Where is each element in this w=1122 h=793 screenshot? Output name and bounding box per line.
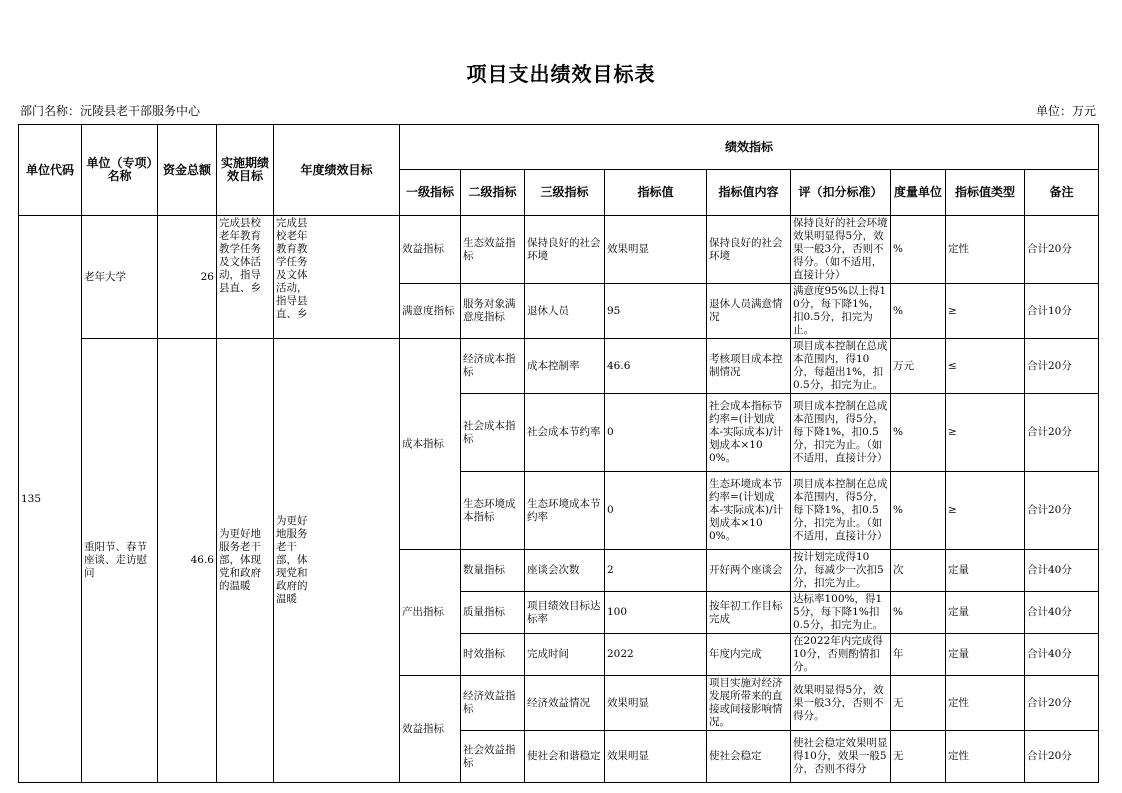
level2-cell: 经济成本指标 — [461, 339, 525, 394]
level2-cell: 质量指标 — [461, 592, 525, 634]
header-measure-unit: 度量单位 — [891, 170, 946, 216]
value-cell: 95 — [605, 284, 707, 339]
value-content-cell: 使社会稳定 — [707, 731, 791, 783]
value-cell: 0 — [605, 394, 707, 472]
value-cell: 效果明显 — [605, 216, 707, 284]
level3-cell: 完成时间 — [525, 634, 605, 676]
scoring-cell: 项目成本控制在总成本范围内，得5分，每下降1%，扣0.5分，扣完为止。（如不适用，直接计分） — [791, 472, 891, 550]
header-value-type: 指标值类型 — [946, 170, 1025, 216]
department-name: 部门名称：沅陵县老干部服务中心 — [20, 104, 201, 118]
remark-cell: 合计20分 — [1025, 339, 1099, 394]
project-name: 重阳节、春节座谈、走访慰问 — [82, 339, 158, 783]
level3-cell: 座谈会次数 — [525, 550, 605, 592]
header-remark: 备注 — [1025, 170, 1099, 216]
remark-cell: 合计20分 — [1025, 731, 1099, 783]
scoring-cell: 按计划完成得10分，每减少一次扣5分，扣完为止。 — [791, 550, 891, 592]
level3-cell: 保持良好的社会环境 — [525, 216, 605, 284]
remark-cell: 合计20分 — [1025, 394, 1099, 472]
measure-unit-cell: % — [891, 592, 946, 634]
remark-cell: 合计20分 — [1025, 472, 1099, 550]
level2-cell: 生态环境成本指标 — [461, 472, 525, 550]
value-type-cell: 定性 — [946, 676, 1025, 731]
value-content-cell: 开好两个座谈会 — [707, 550, 791, 592]
annual-target-cell — [274, 339, 400, 783]
level1-cell: 成本指标 — [400, 339, 461, 550]
header-level2: 二级指标 — [461, 170, 525, 216]
performance-table — [18, 124, 1099, 783]
level2-cell: 服务对象满意度指标 — [461, 284, 525, 339]
level2-cell: 生态效益指标 — [461, 216, 525, 284]
header-value-content: 指标值内容 — [707, 170, 791, 216]
level1-cell: 产出指标 — [400, 550, 461, 676]
measure-unit-cell: % — [891, 472, 946, 550]
value-cell: 效果明显 — [605, 676, 707, 731]
value-content-cell: 项目实施对经济发展所带来的直接或间接影响情况。 — [707, 676, 791, 731]
scoring-cell: 满意度95%以上得10分，每下降1%，扣0.5分，扣完为止。 — [791, 284, 891, 339]
value-content-cell: 保持良好的社会环境 — [707, 216, 791, 284]
value-type-cell: 定量 — [946, 550, 1025, 592]
scoring-cell: 在2022年内完成得10分，否则酌情扣分。 — [791, 634, 891, 676]
header-scoring: 评（扣分标准） — [791, 170, 891, 216]
value-type-cell: 定性 — [946, 216, 1025, 284]
header-unit-name: 单位（专项）名称 — [82, 125, 158, 216]
header-unit-code: 单位代码 — [19, 125, 82, 216]
header-level1: 一级指标 — [400, 170, 461, 216]
measure-unit-cell: 万元 — [891, 339, 946, 394]
measure-unit-cell: 年 — [891, 634, 946, 676]
period-target-text: 完成县校老年教育教学任务及文体活动，指导县直、乡 — [219, 217, 261, 294]
scoring-cell: 项目成本控制在总成本范围内，得10分，每超出1%，扣0.5分，扣完为止。 — [791, 339, 891, 394]
header-total-funds: 资金总额 — [158, 125, 217, 216]
measure-unit-cell: % — [891, 284, 946, 339]
value-cell: 效果明显 — [605, 731, 707, 783]
value-cell: 0 — [605, 472, 707, 550]
measure-unit-cell: 无 — [891, 731, 946, 783]
header-period-target: 实施期绩效目标 — [217, 125, 274, 216]
currency-unit: 单位：万元 — [1035, 104, 1096, 118]
scoring-cell: 达标率100%，得15分，每下降1%扣0.5分，扣完为止。 — [791, 592, 891, 634]
project-amount: 26 — [158, 216, 217, 339]
level2-cell: 经济效益指标 — [461, 676, 525, 731]
annual-target-text: 完成县校老年教育教学任务及文体活动，指导县直、乡 — [276, 217, 308, 320]
value-content-cell: 年度内完成 — [707, 634, 791, 676]
scoring-cell: 使社会稳定效果明显得10分，效果一般5分，否则不得分 — [791, 731, 891, 783]
level3-cell: 退休人员 — [525, 284, 605, 339]
level3-cell: 项目绩效目标达标率 — [525, 592, 605, 634]
value-content-cell: 生态环境成本节约率=(计划成本-实际成本)/计划成本×100%。 — [707, 472, 791, 550]
value-type-cell: ≥ — [946, 394, 1025, 472]
value-type-cell: 定量 — [946, 592, 1025, 634]
page-title: 项目支出绩效目标表 — [466, 62, 656, 86]
value-content-cell: 按年初工作目标完成 — [707, 592, 791, 634]
measure-unit-cell: 次 — [891, 550, 946, 592]
value-cell: 100 — [605, 592, 707, 634]
value-type-cell: 定性 — [946, 731, 1025, 783]
remark-cell: 合计20分 — [1025, 676, 1099, 731]
level1-cell: 效益指标 — [400, 676, 461, 783]
value-cell: 2 — [605, 550, 707, 592]
remark-cell: 合计40分 — [1025, 550, 1099, 592]
header-indicators: 绩效指标 — [400, 125, 1099, 170]
header-annual-target: 年度绩效目标 — [274, 125, 400, 216]
value-type-cell: 定量 — [946, 634, 1025, 676]
level2-cell: 社会效益指标 — [461, 731, 525, 783]
level3-cell: 社会成本节约率 — [525, 394, 605, 472]
scoring-cell: 保持良好的社会环境效果明显得5分，效果一般3分，否则不得分。（如不适用，直接计分） — [791, 216, 891, 284]
scoring-cell: 项目成本控制在总成本范围内，得5分，每下降1%，扣0.5分，扣完为止。（如不适用，直接计分） — [791, 394, 891, 472]
value-content-cell: 退休人员满意情况 — [707, 284, 791, 339]
remark-cell: 合计40分 — [1025, 634, 1099, 676]
remark-cell: 合计20分 — [1025, 216, 1099, 284]
level3-cell: 生态环境成本节约率 — [525, 472, 605, 550]
measure-unit-cell: % — [891, 394, 946, 472]
project-amount: 46.6 — [158, 339, 217, 783]
header-value: 指标值 — [605, 170, 707, 216]
value-type-cell: ≥ — [946, 472, 1025, 550]
period-target-cell — [217, 216, 274, 339]
value-type-cell: ≤ — [946, 339, 1025, 394]
remark-cell: 合计10分 — [1025, 284, 1099, 339]
scoring-cell: 效果明显得5分，效果一般3分，否则不得分。 — [791, 676, 891, 731]
unit-code-cell: 135 — [19, 216, 82, 783]
period-target-text: 为更好地服务老干部，体现党和政府的温暖 — [219, 528, 261, 592]
value-content-cell: 考核项目成本控制情况 — [707, 339, 791, 394]
level2-cell: 数量指标 — [461, 550, 525, 592]
project-name: 老年大学 — [82, 216, 158, 339]
measure-unit-cell: % — [891, 216, 946, 284]
value-cell: 2022 — [605, 634, 707, 676]
value-content-cell: 社会成本指标节约率=(计划成本-实际成本)/计划成本×100%。 — [707, 394, 791, 472]
level2-cell: 社会成本指标 — [461, 394, 525, 472]
remark-cell: 合计40分 — [1025, 592, 1099, 634]
value-type-cell: ≥ — [946, 284, 1025, 339]
level2-cell: 时效指标 — [461, 634, 525, 676]
value-cell: 46.6 — [605, 339, 707, 394]
measure-unit-cell: 无 — [891, 676, 946, 731]
level3-cell: 使社会和谐稳定 — [525, 731, 605, 783]
annual-target-cell — [274, 216, 400, 339]
header-level3: 三级指标 — [525, 170, 605, 216]
level1-cell: 效益指标 — [400, 216, 461, 284]
period-target-cell — [217, 339, 274, 783]
level3-cell: 成本控制率 — [525, 339, 605, 394]
level1-cell: 满意度指标 — [400, 284, 461, 339]
annual-target-text: 为更好地服务老干部，体现党和政府的温暖 — [276, 515, 308, 605]
level3-cell: 经济效益情况 — [525, 676, 605, 731]
